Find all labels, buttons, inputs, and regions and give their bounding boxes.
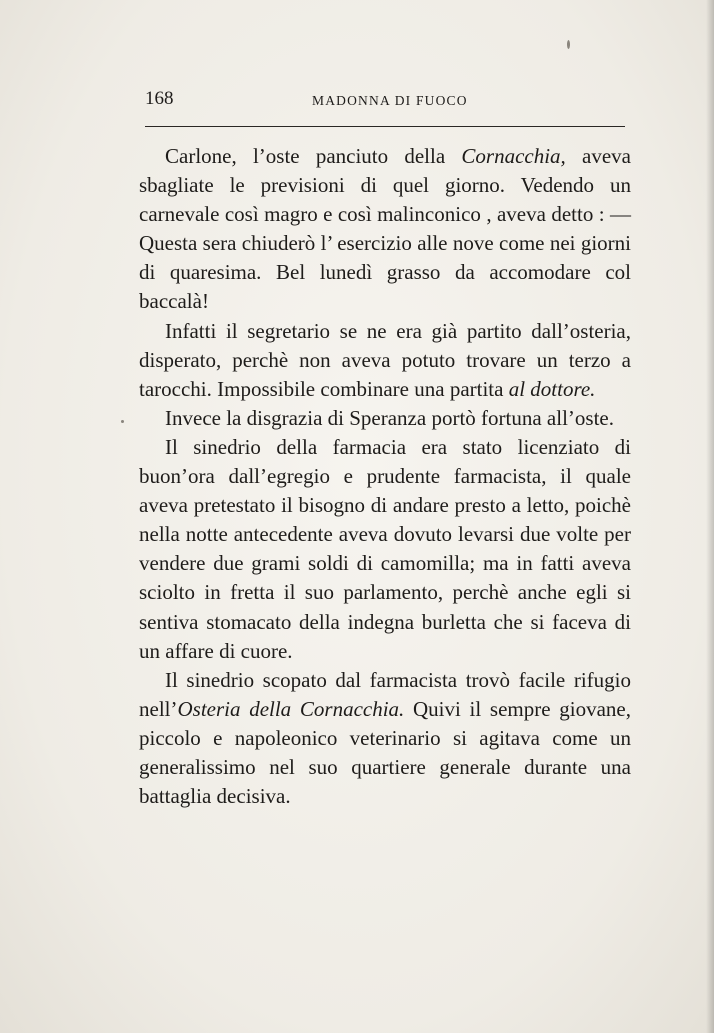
paragraph	[139, 142, 631, 317]
page-edge-shadow	[706, 0, 714, 1033]
page-number: 168	[145, 88, 174, 109]
text-segment: Carlone, l’oste panciuto della	[165, 144, 462, 168]
text-segment: Il sinedrio della farmacia era stato licenziato di buon’ora dall’egregio e prudente farmacista, il quale aveva pretestato il bisogno di andare presto a letto, poichè nella notte antecedente aveva dovuto levarsi due volte per vendere due grami soldi di camomilla; ma in fatti aveva sciolto in fretta il suo parlamento, perchè anche egli si sentiva stomacato della indegna burletta che si faceva di un affare di cuore.	[139, 434, 631, 663]
italic-segment: Cornacchia,	[461, 144, 566, 168]
text-segment: Invece la disgrazia di Speranza portò fortuna all’oste.	[165, 405, 614, 430]
running-title: MADONNA DI FUOCO	[312, 93, 468, 108]
body-text	[139, 142, 631, 811]
paragraph	[139, 433, 631, 666]
text-segment: Il sinedrio scopato dal farmacista trovò facile rifugio nell’	[139, 667, 631, 721]
ink-speck	[567, 40, 570, 49]
ink-speck	[121, 420, 124, 423]
page-header	[145, 88, 625, 112]
text-segment: Infatti il segretario se ne era già partito dall’osteria, disperato, perchè non aveva potuto trovare un terzo a tarocchi. Impossibile combinare una partita	[139, 318, 631, 401]
italic-segment: al dottore.	[508, 376, 596, 401]
text-segment: Quivi il sempre giovane, piccolo e napoleonico veterinario si agitava come un generalissimo nel suo quartiere generale durante una battaglia decisiva.	[139, 696, 631, 809]
italic-segment: Osteria della Cornacchia.	[177, 696, 405, 721]
text-segment: aveva sbagliate le previsioni di quel giorno. Vedendo un carnevale così magro e così malinconico , aveva detto : — Questa sera chiuderò l’ esercizio alle nove come nei giorni di quaresima. Bel lunedì grasso da accomodare col baccalà!	[139, 144, 631, 314]
paragraph	[139, 404, 631, 433]
paragraph	[139, 317, 631, 404]
paragraph	[139, 666, 631, 811]
header-rule	[145, 126, 625, 127]
